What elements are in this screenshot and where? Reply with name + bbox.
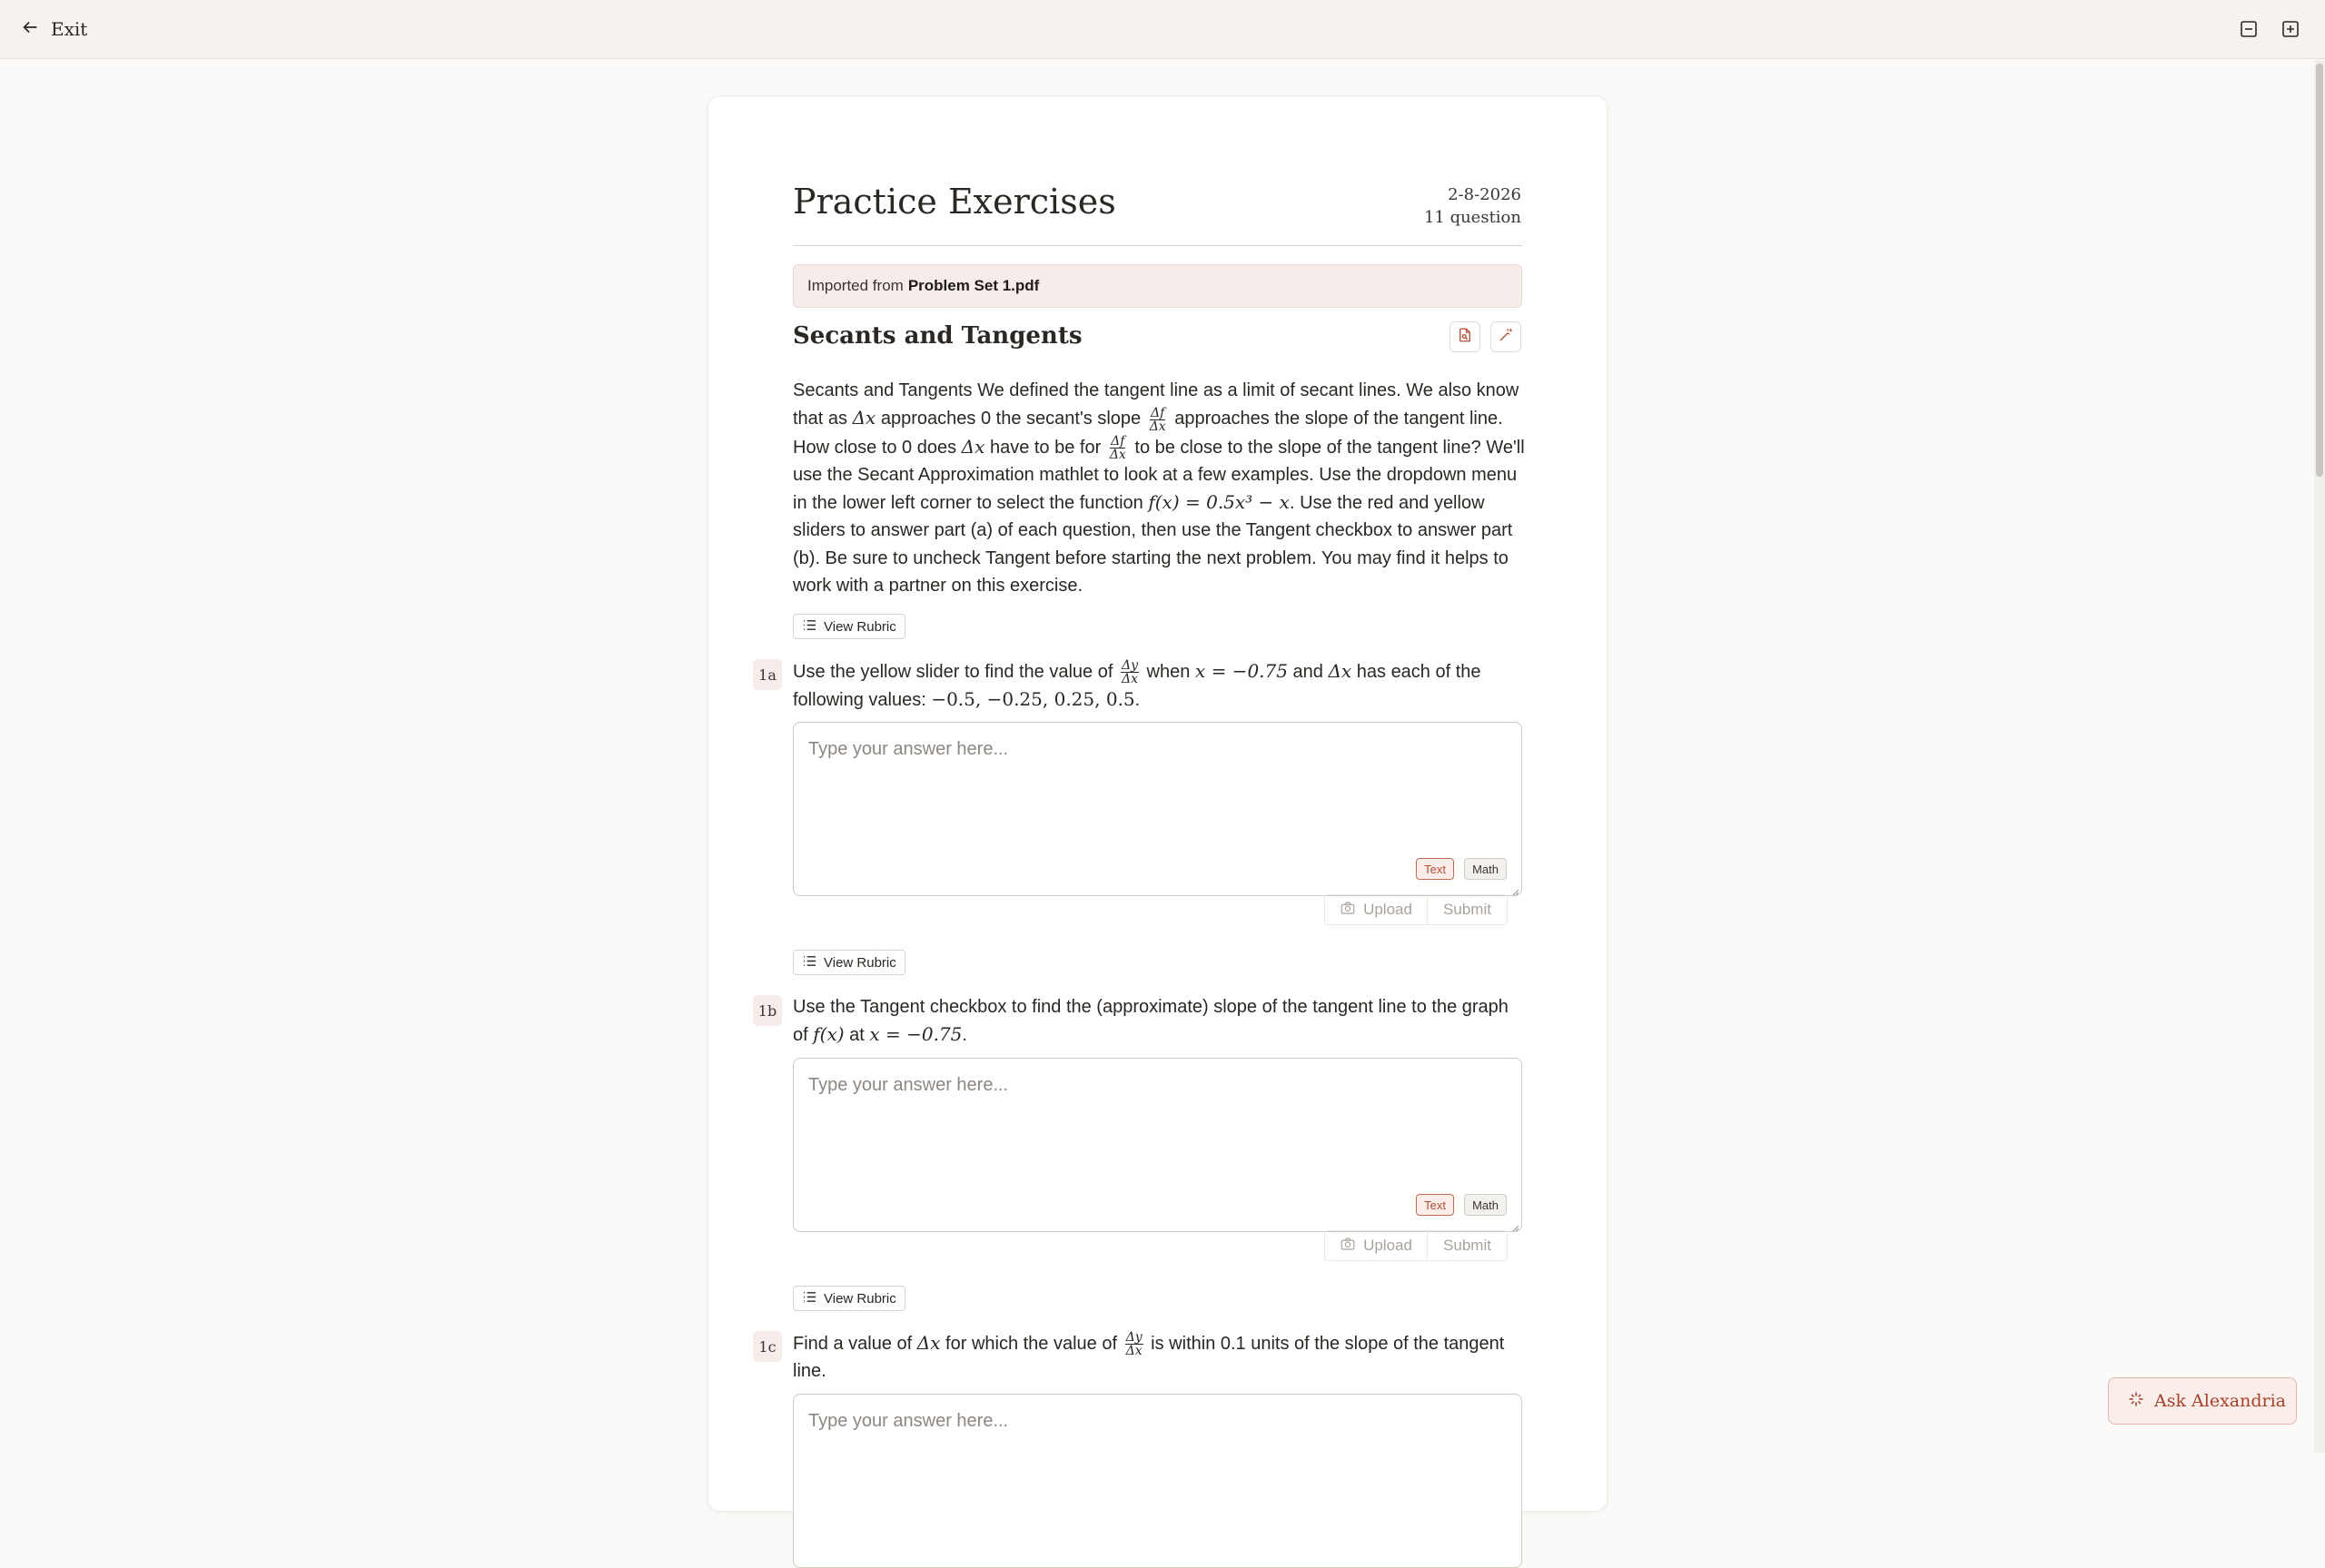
math-mode-button[interactable]: Math (1464, 858, 1507, 880)
answer-box-1b[interactable] (793, 1058, 1522, 1232)
view-rubric-button-1a[interactable]: View Rubric (793, 614, 905, 639)
section-title: Secants and Tangents (793, 322, 1083, 350)
question-badge-1a: 1a (753, 659, 782, 690)
question-badge-1c: 1c (753, 1331, 782, 1362)
sparkle-icon (2127, 1390, 2145, 1413)
fraction-df-dx: $\frac{\Delta f}{\Delta x}$ (1149, 405, 1166, 434)
doc-date: 2-8-2026 (1448, 185, 1521, 204)
resize-handle-icon[interactable] (1510, 884, 1519, 893)
fraction-dy-dx: $\frac{\Delta y}{\Delta x}$ (1125, 1330, 1143, 1359)
upload-button[interactable]: Upload (1325, 1231, 1428, 1260)
page-title: Practice Exercises (793, 182, 1116, 222)
submit-button[interactable]: Submit (1443, 901, 1491, 918)
magic-wand-button[interactable] (1490, 321, 1521, 352)
expand-icon[interactable] (2280, 18, 2301, 40)
ask-alexandria-button[interactable]: Ask Alexandria (2108, 1377, 2297, 1425)
list-icon (803, 618, 816, 636)
math-mode-button[interactable]: Math (1464, 1194, 1507, 1216)
doc-question-count: 11 question (1423, 208, 1521, 227)
fraction-df-dx: $\frac{\Delta f}{\Delta x}$ (1109, 433, 1126, 462)
import-banner (793, 264, 1522, 308)
view-rubric-button-1b[interactable]: View Rubric (793, 950, 905, 975)
section-intro: Secants and Tangents We defined the tangent line as a limit of secant lines. We also know that as Δx approaches 0 the secant's slope $\frac{\Delta f}{\Delta x}$ approaches the slope of the tangent line. How close to 0 does Δx have to be for $\frac{\Delta f}{\Delta x}$ to be close to the slope of the tangent line? We'll use the Secant Approximation mathlet to look at a few examples. Use the dropdown menu in the lower left corner to select the function f(x) = 0.5x³ − x. Use the red and yellow sliders to answer part (a) of each question, then use the Tangent checkbox to answer part (b). Be sure to uncheck Tangent before starting the next problem. You may find it helps to work with a partner on this exercise. (793, 380, 1525, 597)
import-prefix: Imported from (807, 277, 904, 294)
doc-meta (1424, 183, 1521, 229)
question-text-1a: Use the yellow slider to find the value of $\frac{\Delta y}{\Delta x}$ when x = −0.75 and Δx has each of the following values: −0.5, −0.25, 0.25, 0.5. (793, 658, 1481, 711)
divider (793, 245, 1522, 246)
question-text-1c: Find a value of Δx for which the value of $\frac{\Delta y}{\Delta x}$ is within 0.1 units of the slope of the tangent line. (793, 1330, 1505, 1382)
camera-icon (1340, 900, 1356, 921)
question-text-1b: Use the Tangent checkbox to find the (approximate) slope of the tangent line to the graph of f(x) at x = −0.75. (793, 997, 1509, 1046)
text-mode-button[interactable]: Text (1416, 858, 1454, 880)
exit-button[interactable] (20, 15, 87, 44)
answer-placeholder: Type your answer here... (808, 1411, 1009, 1431)
list-icon (803, 954, 816, 971)
scrollbar-thumb[interactable] (2316, 64, 2323, 477)
magic-wand-icon (1498, 327, 1514, 348)
answer-placeholder: Type your answer here... (808, 1075, 1009, 1095)
answer-box-1a[interactable] (793, 722, 1522, 896)
camera-icon (1340, 1236, 1356, 1257)
view-rubric-button-1c[interactable]: View Rubric (793, 1286, 905, 1311)
submit-button[interactable]: Submit (1443, 1237, 1491, 1254)
top-bar (0, 0, 2325, 59)
upload-button[interactable]: Upload (1325, 895, 1428, 924)
collapse-icon[interactable] (2238, 18, 2260, 40)
answer-actions-1b (1324, 1230, 1508, 1261)
arrow-left-icon (20, 17, 40, 42)
resize-handle-icon[interactable] (1510, 1220, 1519, 1229)
answer-placeholder: Type your answer here... (808, 739, 1009, 759)
list-icon (803, 1290, 816, 1307)
fraction-dy-dx: $\frac{\Delta y}{\Delta x}$ (1121, 658, 1138, 687)
exit-label: Exit (51, 18, 88, 40)
answer-actions-1a (1324, 894, 1508, 925)
text-mode-button[interactable]: Text (1416, 1194, 1454, 1216)
view-source-button[interactable] (1449, 321, 1480, 352)
answer-box-1c[interactable] (793, 1394, 1522, 1568)
import-filename[interactable]: Problem Set 1.pdf (907, 277, 1040, 294)
question-badge-1b: 1b (753, 995, 782, 1026)
document-search-icon (1457, 327, 1473, 348)
